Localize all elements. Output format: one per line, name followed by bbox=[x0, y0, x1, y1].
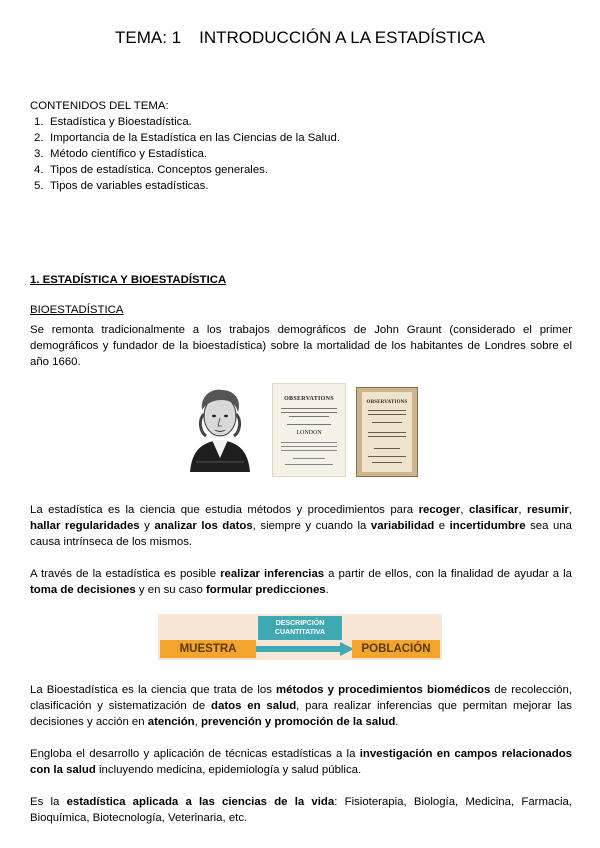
book1-text-line bbox=[287, 424, 331, 425]
title-text: INTRODUCCIÓN A LA ESTADÍSTICA bbox=[199, 28, 486, 47]
book2-text-line bbox=[374, 448, 400, 449]
book2-text-line bbox=[372, 422, 402, 423]
arrow-right-icon bbox=[256, 640, 354, 658]
list-item: 5. Tipos de variables estadísticas. bbox=[34, 180, 209, 192]
list-item: 1. Estadística y Bioestadística. bbox=[34, 116, 192, 128]
book2-page bbox=[362, 392, 412, 472]
sample-population-diagram bbox=[158, 614, 442, 660]
book1-text-line bbox=[281, 442, 337, 443]
paragraph-bioestadistica: La Bioestadística es la ciencia que trata de los métodos y procedimientos biomédicos de recolección, clasificación y sistematización de datos en salud, para realizar inferencias que permitan mejorar las decisiones y acción en atención, prevención y promoción de la salud. bbox=[30, 684, 572, 728]
paragraph-definition: La estadística es la ciencia que estudia métodos y procedimientos para recoger, clasificar, resumir, hallar regularidades y analizar los datos, siempre y cuando la variabilidad e incertidumbre sea una causa intrínseca de los mismos. bbox=[30, 504, 572, 548]
muestra-box: MUESTRA bbox=[160, 640, 256, 658]
list-item: 3. Método científico y Estadística. bbox=[34, 148, 208, 160]
book1-text-line bbox=[281, 412, 337, 413]
book1-city: LONDON bbox=[296, 430, 322, 436]
book2-text-line bbox=[368, 414, 406, 415]
subsection-heading: BIOESTADÍSTICA bbox=[30, 304, 124, 316]
book1-text-line bbox=[285, 464, 333, 465]
contents-list bbox=[30, 114, 340, 194]
book1-text-line bbox=[281, 408, 337, 409]
paragraph-graunt: Se remonta tradicionalmente a los trabajos demográficos de John Graunt (considerado el primer demográficos y fundador de la bioestadística) sobre la mortalidad de los habitantes de Londres sobre el año 1660. bbox=[30, 324, 572, 368]
book2-text-line bbox=[368, 410, 406, 411]
list-item: 2. Importancia de la Estadística en las Ciencias de la Salud. bbox=[34, 132, 340, 144]
book1-text-line bbox=[281, 450, 337, 451]
book1-text-line bbox=[293, 458, 325, 459]
section-heading: 1. ESTADÍSTICA Y BIOESTADÍSTICA bbox=[30, 274, 227, 286]
book-cover-image bbox=[356, 387, 418, 477]
book2-text-line bbox=[368, 456, 406, 457]
contents-heading: CONTENIDOS DEL TEMA: bbox=[30, 100, 169, 112]
poblacion-box: POBLACIÓN bbox=[352, 640, 440, 658]
book1-title: OBSERVATIONS bbox=[284, 396, 334, 402]
portrait-image bbox=[184, 380, 256, 472]
title-number: TEMA: 1 bbox=[114, 28, 182, 47]
paragraph-engloba: Engloba el desarrollo y aplicación de técnicas estadísticas a la investigación en campos relacionados con la salud incluyendo medicina, epidemiología y salud pública. bbox=[30, 748, 572, 776]
book2-title: OBSERVATIONS bbox=[366, 400, 408, 405]
book1-text-line bbox=[281, 446, 337, 447]
paragraph-applied: Es la estadística aplicada a las ciencias de la vida: Fisioterapia, Biología, Medicina, Farmacia, Bioquímica, Biotecnología, Veterinaria, etc. bbox=[30, 796, 572, 824]
paragraph-inference: A través de la estadística es posible realizar inferencias a partir de ellos, con la finalidad de ayudar a la toma de decisiones y en su caso formular predicciones. bbox=[30, 568, 572, 596]
book2-text-line bbox=[368, 436, 406, 437]
book2-text-line bbox=[368, 432, 406, 433]
book-title-page-image bbox=[272, 383, 346, 477]
page-title bbox=[0, 28, 600, 48]
book1-text-line bbox=[289, 416, 329, 417]
book2-text-line bbox=[372, 462, 402, 463]
description-box: DESCRIPCIÓN CUANTITATIVA bbox=[258, 616, 342, 640]
list-item: 4. Tipos de estadística. Conceptos generales. bbox=[34, 164, 269, 176]
